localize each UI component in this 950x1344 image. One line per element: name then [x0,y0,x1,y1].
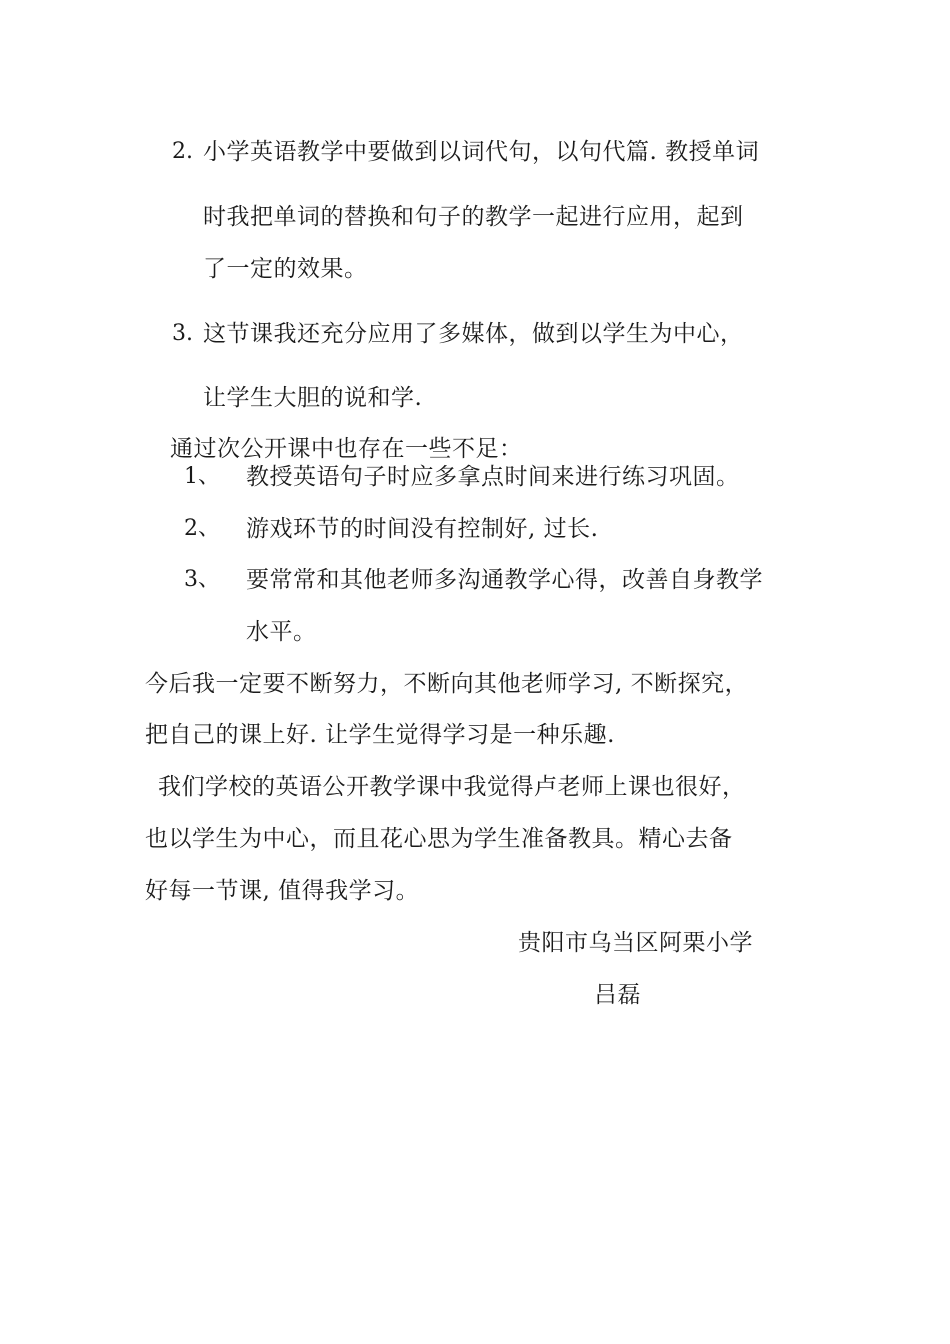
signature-name: 吕磊 [594,982,641,1008]
closing-paragraph-line: 把自己的课上好. 让学生觉得学习是一种乐趣. [145,722,615,748]
point-number: 2. [172,139,193,164]
shortcoming-number: 2、 [184,516,220,541]
point-line: 时我把单词的替换和句子的教学一起进行应用，起到 [203,204,744,230]
signature-school: 贵阳市乌当区阿栗小学 [518,930,753,956]
colleague-paragraph-line: 也以学生为中心，而且花心思为学生准备教具。精心去备 [145,826,733,852]
point-line: 小学英语教学中要做到以词代句，以句代篇. 教授单词 [203,139,760,165]
shortcoming-line: 水平。 [246,619,317,645]
shortcoming-number: 3、 [184,567,220,592]
shortcoming-line: 教授英语句子时应多拿点时间来进行练习巩固。 [246,464,740,490]
shortcoming-line: 游戏环节的时间没有控制好, 过长. [246,516,599,542]
shortcoming-number: 1、 [184,464,220,489]
point-line: 这节课我还充分应用了多媒体，做到以学生为中心， [203,321,744,347]
colleague-paragraph-line: 我们学校的英语公开教学课中我觉得卢老师上课也很好， [158,774,746,800]
point-line: 让学生大胆的说和学. [203,385,423,411]
shortcoming-line: 要常常和其他老师多沟通教学心得，改善自身教学 [246,567,763,593]
shortcomings-heading: 通过次公开课中也存在一些不足： [170,436,523,462]
colleague-paragraph-line: 好每一节课, 值得我学习。 [145,878,420,904]
closing-paragraph-line: 今后我一定要不断努力，不断向其他老师学习, 不断探究， [145,671,749,697]
point-line: 了一定的效果。 [203,256,368,282]
point-number: 3. [172,321,193,346]
